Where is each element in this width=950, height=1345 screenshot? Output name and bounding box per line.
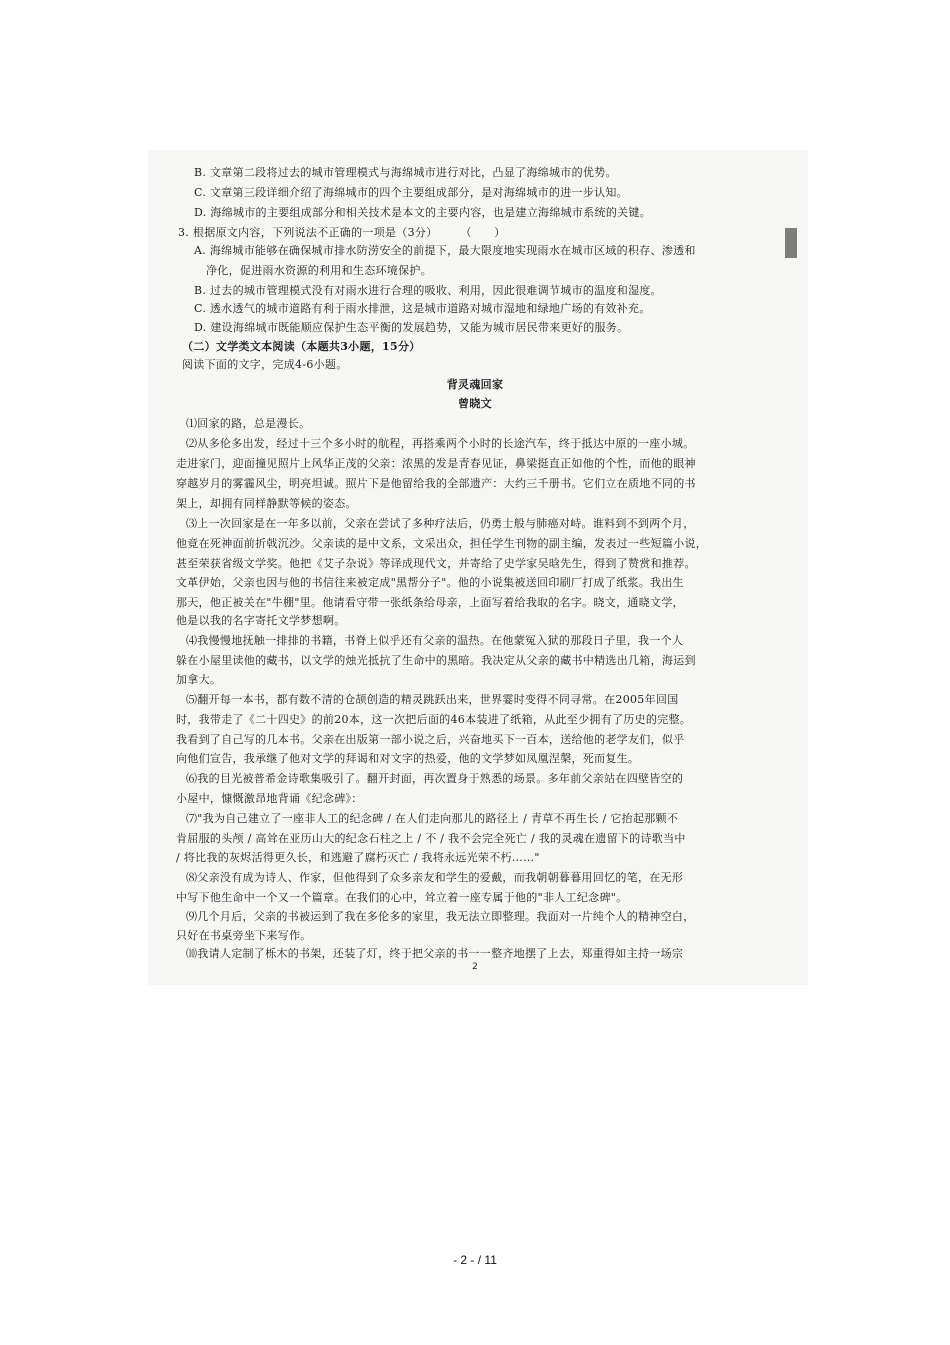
article-line: ⑼几个月后，父亲的书被运到了我在多伦多的家里，我无法立即整理。我面对一片纯个人的精神空白， — [186, 910, 695, 923]
article-line: 文革伊始，父亲也因与他的书信往来被定成"黑帮分子"。他的小说集被送回印刷厂打成了纸浆。我出生 — [176, 576, 684, 589]
article-line: / 将比我的灰烬活得更久长，和逃避了腐朽灭亡 / 我将永远光荣不朽……" — [176, 851, 540, 864]
article-line: 我看到了自己写的几本书。父亲在出版第一部小说之后，兴奋地买下一百本，送给他的老学友们，似乎 — [176, 733, 685, 746]
reading-instruction: 阅读下面的文字，完成4-6小题。 — [182, 358, 348, 371]
article-line: 那天，他正被关在"牛棚"里。他请看守带一张纸条给母亲，上面写着给我取的名字。晓文，通晓文学， — [176, 596, 684, 609]
article-line: 架上，却拥有同样静默等候的姿态。 — [176, 497, 357, 510]
q3-option-a: A. 海绵城市能够在确保城市排水防涝安全的前提下，最大限度地实现雨水在城市区域的积存、渗透和 — [194, 244, 696, 257]
article-line: 小屋中，慷慨激昂地背诵《纪念碑》： — [176, 792, 363, 805]
article-line: 加拿大。 — [176, 673, 222, 686]
article-line: ⑹我的目光被普希金诗歌集吸引了。翻开封面，再次置身于熟悉的场景。多年前父亲站在四壁皆空的 — [186, 772, 684, 785]
scan-edge-mark — [785, 228, 797, 258]
q2-option-b: B. 文章第二段将过去的城市管理模式与海绵城市进行对比，凸显了海绵城市的优势。 — [194, 166, 617, 179]
q3-option-a-cont: 净化，促进雨水资源的利用和生态环境保护。 — [206, 264, 432, 277]
article-line: ⑺"我为自己建立了一座非人工的纪念碑 / 在人们走向那儿的路径上 / 青草不再生长 / 它抬起那颗不 — [186, 812, 679, 825]
article-line: 中写下他生命中一个又一个篇章。在我们的心中，耸立着一座专属于他的"非人工纪念碑"。 — [176, 891, 628, 904]
article-line: 走进家门，迎面撞见照片上风华正茂的父亲：浓黑的发是青春见证，鼻梁挺直正如他的个性，而他的眼神 — [176, 457, 696, 470]
scanned-page-number: 2 — [472, 962, 478, 972]
q3-option-c: C. 透水透气的城市道路有利于雨水排泄，这是城市道路对城市湿地和绿地广场的有效补充。 — [194, 302, 651, 315]
article-author: 曾晓文 — [458, 397, 492, 410]
article-line: ⑷我慢慢地抚触一排排的书籍，书脊上似乎还有父亲的温热。在他蒙冤入狱的那段日子里，我一个人 — [186, 634, 684, 647]
article-line: ⑽我请人定制了栎木的书架，还装了灯，终于把父亲的书一一整齐地摆了上去，郑重得如主持一场宗 — [186, 947, 684, 960]
article-title: 背灵魂回家 — [446, 378, 504, 391]
article-line: 他竟在死神面前折戟沉沙。父亲读的是中文系，文采出众，担任学生刊物的副主编，发表过一些短篇小说， — [176, 537, 708, 550]
article-line: 向他们宣告，我承继了他对文学的拜谒和对文字的热爱，他的文学梦如凤凰涅槃，死而复生。 — [176, 752, 640, 765]
section-heading: （二）文学类文本阅读（本题共3小题，15分） — [182, 340, 421, 353]
q3-option-b: B. 过去的城市管理模式没有对雨水进行合理的吸收、利用，因此很难调节城市的温度和湿度。 — [194, 284, 662, 297]
q2-option-c: C. 文章第三段详细介绍了海绵城市的四个主要组成部分，是对海绵城市的进一步认知。 — [194, 186, 629, 199]
article-line: 只好在书桌旁坐下来写作。 — [176, 929, 312, 942]
article-line: 穿越岁月的雾霾风尘，明亮坦诚。照片下是他留给我的全部遗产：大约三千册书。它们立在质地不同的书 — [176, 477, 696, 490]
page-footer: - 2 - / 11 — [453, 1253, 497, 1267]
article-line: ⑵从多伦多出发，经过十三个多小时的航程，再搭乘两个小时的长途汽车，终于抵达中原的一座小城。 — [186, 437, 695, 450]
article-line: 他是以我的名字寄托文学梦想啊。 — [176, 614, 346, 627]
q3-option-d: D. 建设海绵城市既能顺应保护生态平衡的发展趋势，又能为城市居民带来更好的服务。 — [194, 321, 629, 334]
article-line: ⑻父亲没有成为诗人、作家，但他得到了众多亲友和学生的爱戴，而我朝朝暮暮用回忆的笔，在无形 — [186, 871, 684, 884]
article-line: 时，我带走了《二十四史》的前20本，这一次把后面的46本装进了纸箱，从此至少拥有了历史的完整。 — [176, 713, 692, 726]
article-line: ⑸翻开每一本书，都有数不清的仓颉创造的精灵跳跃出来，世界霎时变得不同寻常。在2005年回国 — [186, 693, 679, 706]
q2-option-d: D. 海绵城市的主要组成部分和相关技术是本文的主要内容，也是建立海绵城市系统的关键。 — [194, 206, 652, 219]
article-line: ⑶上一次回家是在一年多以前，父亲在尝试了多种疗法后，仍勇士般与肺癌对峙。谁料到不到两个月， — [186, 517, 695, 530]
article-line: 甚至荣获省级文学奖。他把《艾子杂说》等译成现代文，并寄给了史学家吴晗先生，得到了赞赏和推荐。 — [176, 557, 696, 570]
article-line: 躲在小屋里读他的藏书，以文学的烛光抵抗了生命中的黑暗。我决定从父亲的藏书中精选出几箱，海运到 — [176, 654, 696, 667]
q3-stem: 3. 根据原文内容，下列说法不正确的一项是（3分） （ ） — [178, 226, 506, 239]
article-line: 肯屈服的头颅 / 高耸在亚历山大的纪念石柱之上 / 不 / 我不会完全死亡 / 我的灵魂在遗留下的诗歌当中 — [176, 832, 686, 845]
article-line: ⑴回家的路，总是漫长。 — [186, 417, 311, 430]
